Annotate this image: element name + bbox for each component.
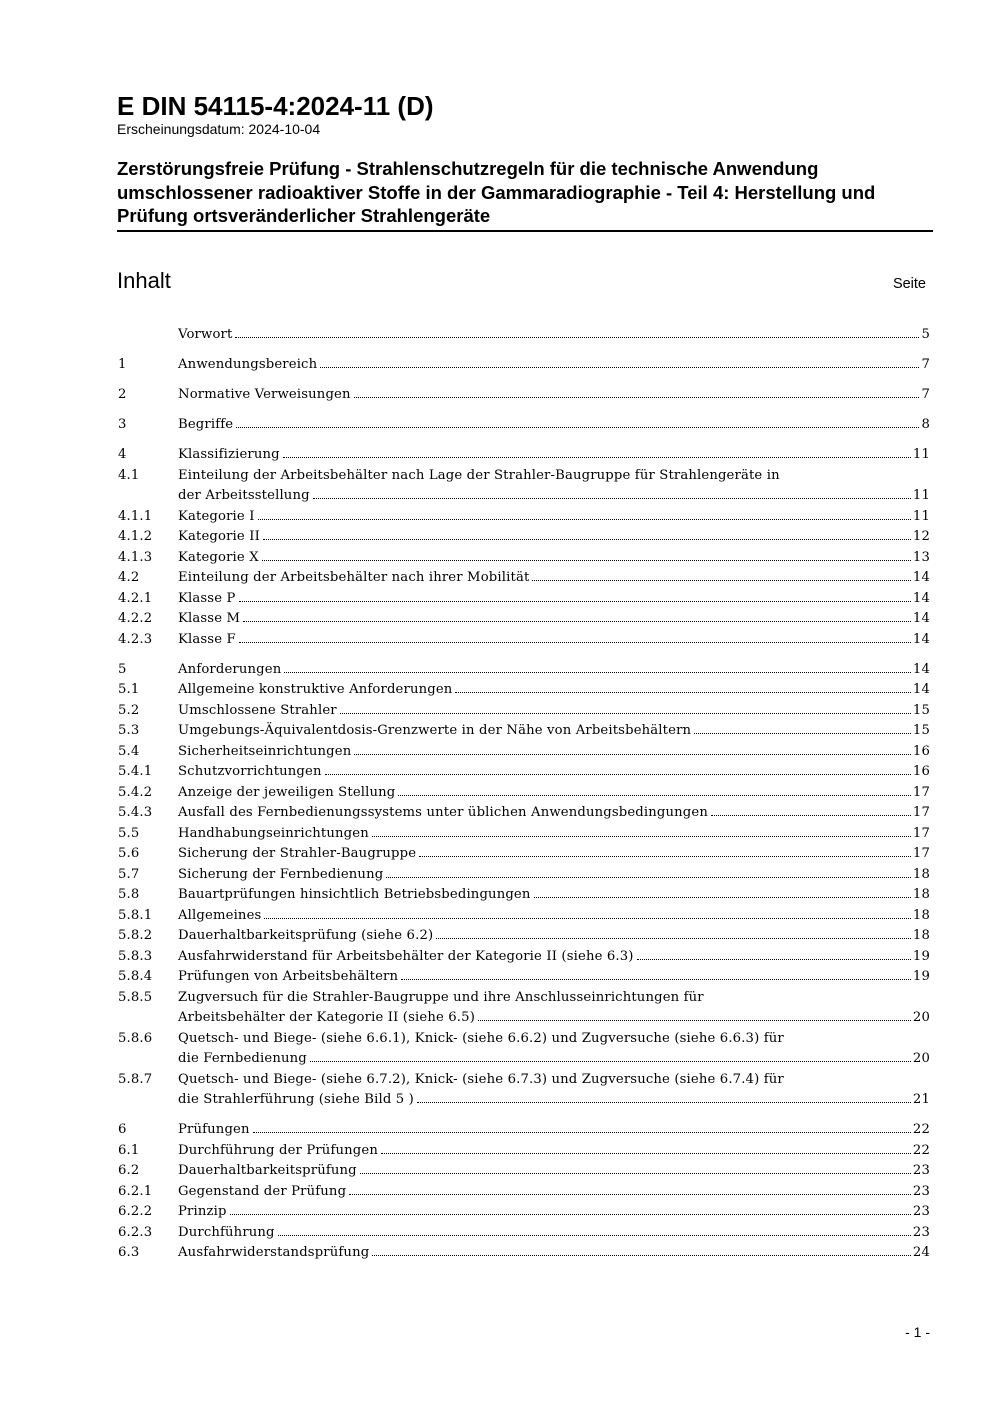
toc-entry[interactable] — [118, 1243, 930, 1264]
toc-entry-number: 6.2 — [118, 1163, 140, 1178]
toc-entry-title: Normative Verweisungen — [178, 387, 351, 402]
toc-entry-title: Allgemeine konstruktive Anforderungen — [178, 682, 453, 697]
toc-entry-number: 5.8.3 — [118, 948, 153, 964]
toc-entry-page: 5 — [921, 327, 930, 342]
toc-entry-page: 16 — [912, 743, 930, 759]
toc-entry-number: 5.3 — [118, 723, 140, 738]
toc-entry[interactable] — [118, 445, 930, 466]
toc-entry[interactable] — [118, 355, 930, 376]
toc-leader-dots — [258, 519, 911, 520]
toc-entry[interactable] — [118, 701, 930, 722]
toc-entry[interactable] — [118, 1141, 930, 1162]
toc-entry-title: Prüfungen — [178, 1122, 250, 1137]
toc-entry-page: 21 — [912, 1092, 930, 1107]
toc-entry-title: Zugversuch für die Strahler-Baugruppe und ihre Anschlusseinrichtungen für — [178, 989, 704, 1005]
toc-entry[interactable] — [118, 680, 930, 701]
toc-entry-page: 15 — [912, 723, 930, 738]
toc-entry-title: Einteilung der Arbeitsbehälter nach ihrer Mobilität — [178, 570, 530, 585]
toc-entry[interactable] — [118, 589, 930, 610]
toc-leader-dots — [283, 457, 911, 458]
toc-entry-number: 4.2.3 — [118, 631, 153, 647]
toc-entry-title: Vorwort — [178, 327, 233, 342]
toc-entry[interactable] — [118, 466, 930, 507]
toc-entry-page: 14 — [912, 611, 930, 626]
toc-entry-number: 5.8.4 — [118, 969, 153, 984]
toc-leader-dots — [354, 397, 920, 398]
toc-title: Inhalt — [117, 268, 171, 293]
toc-leader-dots — [263, 539, 911, 540]
toc-entry[interactable] — [118, 609, 930, 630]
toc-entry-page: 14 — [912, 661, 930, 677]
toc-entry-page: 18 — [912, 866, 930, 882]
toc-entry-page: 8 — [921, 417, 930, 432]
toc-entry[interactable] — [118, 844, 930, 865]
toc-leader-dots — [386, 877, 911, 878]
toc-leader-dots — [325, 774, 911, 775]
toc-entry-page: 17 — [912, 784, 930, 800]
toc-entry-number: 4.2 — [118, 570, 140, 585]
toc-entry-page: 23 — [912, 1204, 930, 1219]
toc-leader-dots — [419, 856, 911, 857]
toc-entry[interactable] — [118, 1120, 930, 1141]
toc-entry-number: 5.7 — [118, 866, 140, 882]
toc-leader-dots — [235, 337, 919, 338]
toc-entry-number: 4.1 — [118, 467, 140, 483]
toc-entry-title: Umschlossene Strahler — [178, 702, 337, 718]
toc-leader-dots — [313, 498, 911, 499]
toc-leader-dots — [478, 1020, 911, 1021]
toc-leader-dots — [372, 1255, 911, 1256]
toc-entry-title: Ausfahrwiderstandsprüfung — [178, 1245, 370, 1260]
table-of-contents — [118, 325, 930, 1264]
toc-entry-number: 5.4.3 — [118, 805, 153, 820]
toc-entry[interactable] — [118, 824, 930, 845]
toc-entry-title: Kategorie X — [178, 549, 259, 565]
toc-entry-page: 23 — [912, 1183, 930, 1199]
toc-leader-dots — [243, 621, 911, 622]
toc-entry-title: Sicherung der Fernbedienung — [178, 866, 384, 882]
toc-leader-dots — [381, 1153, 911, 1154]
toc-entry-number: 5.4 — [118, 743, 140, 759]
page-number: - 1 - — [905, 1324, 930, 1340]
toc-entry[interactable] — [118, 660, 930, 681]
toc-entry-number: 2 — [118, 387, 127, 402]
toc-entry[interactable] — [118, 742, 930, 763]
toc-entry-page: 17 — [912, 846, 930, 861]
toc-entry-number: 4 — [118, 447, 127, 462]
toc-entry-number: 5.2 — [118, 702, 140, 718]
toc-entry-number: 4.2.1 — [118, 590, 153, 606]
toc-entry-number: 5.8.2 — [118, 928, 153, 943]
toc-entry-number: 5.8.1 — [118, 907, 153, 923]
toc-entry[interactable] — [118, 947, 930, 968]
toc-entry-page: 14 — [912, 631, 930, 647]
toc-entry[interactable] — [118, 721, 930, 742]
toc-entry-title: Arbeitsbehälter der Kategorie II (siehe 6.5) — [178, 1010, 475, 1025]
toc-entry-page: 19 — [912, 948, 930, 964]
toc-leader-dots — [310, 1061, 911, 1062]
toc-leader-dots — [236, 427, 919, 428]
toc-entry-title: Dauerhaltbarkeitsprüfung (siehe 6.2) — [178, 928, 434, 943]
toc-leader-dots — [253, 1132, 911, 1133]
toc-entry-page: 14 — [912, 590, 930, 606]
toc-entry-title: Allgemeines — [178, 907, 262, 923]
document-id: E DIN 54115-4:2024-11 (D) — [117, 91, 434, 121]
toc-entry-title: Umgebungs-Äquivalentdosis-Grenzwerte in der Nähe von Arbeitsbehältern — [178, 723, 692, 738]
toc-entry-page: 11 — [912, 447, 930, 462]
toc-leader-dots — [239, 601, 911, 602]
toc-entry[interactable] — [118, 926, 930, 947]
toc-entry[interactable] — [118, 1161, 930, 1182]
toc-leader-dots — [436, 938, 911, 939]
toc-entry[interactable] — [118, 1202, 930, 1223]
toc-entry-number: 1 — [118, 357, 127, 372]
toc-leader-dots — [264, 918, 910, 919]
toc-entry-title: Anforderungen — [178, 661, 282, 677]
publication-date: Erscheinungsdatum: 2024-10-04 — [117, 121, 321, 137]
toc-leader-dots — [532, 580, 910, 581]
toc-entry[interactable] — [118, 415, 930, 436]
toc-entry-title: Handhabungseinrichtungen — [178, 825, 369, 841]
toc-leader-dots — [284, 672, 911, 673]
toc-entry-page: 23 — [912, 1163, 930, 1178]
document-title: Zerstörungsfreie Prüfung - Strahlenschutzregeln für die technische Anwendung umschlossener radioaktiver Stoffe in der Gammaradiographie - Teil 4: Herstellung und Prüfung ortsveränderlicher Strahlengeräte — [117, 157, 933, 232]
toc-entry-title: Dauerhaltbarkeitsprüfung — [178, 1163, 357, 1178]
toc-entry-page: 14 — [912, 682, 930, 697]
toc-entry-title: die Fernbedienung — [178, 1051, 307, 1066]
toc-page-label: Seite — [892, 276, 926, 292]
toc-leader-dots — [349, 1194, 911, 1195]
toc-entry-title: Prüfungen von Arbeitsbehältern — [178, 969, 399, 984]
toc-entry-number: 5 — [118, 661, 127, 677]
toc-entry[interactable] — [118, 988, 930, 1029]
toc-leader-dots — [534, 897, 911, 898]
toc-entry-title: die Strahlerführung (siehe Bild 5 ) — [178, 1092, 414, 1107]
toc-entry-title: Einteilung der Arbeitsbehälter nach Lage der Strahler-Baugruppe für Strahlengeräte in — [178, 467, 780, 483]
toc-leader-dots — [239, 642, 911, 643]
toc-entry-title: Anzeige der jeweiligen Stellung — [178, 784, 396, 800]
toc-entry-page: 18 — [912, 887, 930, 902]
toc-entry-title: Kategorie I — [178, 508, 255, 524]
toc-leader-dots — [340, 713, 911, 714]
toc-entry-number: 6.3 — [118, 1245, 140, 1260]
toc-leader-dots — [401, 979, 911, 980]
toc-entry-number: 5.8.5 — [118, 989, 153, 1005]
toc-entry[interactable] — [118, 385, 930, 406]
toc-entry-title: Sicherheitseinrichtungen — [178, 743, 352, 759]
toc-entry-title: Ausfall des Fernbedienungssystems unter üblichen Anwendungsbedingungen — [178, 805, 708, 820]
toc-entry-page: 22 — [912, 1142, 930, 1158]
toc-entry-number: 5.4.1 — [118, 764, 153, 779]
toc-entry-page: 7 — [921, 387, 930, 402]
toc-leader-dots — [262, 560, 911, 561]
toc-entry-title: Durchführung der Prüfungen — [178, 1142, 378, 1158]
toc-entry-number: 5.8 — [118, 887, 140, 902]
toc-leader-dots — [372, 836, 911, 837]
toc-entry-page: 17 — [912, 805, 930, 820]
toc-entry-page: 24 — [912, 1245, 930, 1260]
toc-entry-title: Quetsch- und Biege- (siehe 6.7.2), Knick- (siehe 6.7.3) und Zugversuche (siehe 6.7.4) für — [178, 1071, 784, 1087]
toc-entry[interactable] — [118, 1182, 930, 1203]
toc-entry[interactable] — [118, 783, 930, 804]
toc-entry-number: 6.1 — [118, 1142, 140, 1158]
toc-heading — [117, 268, 926, 294]
toc-entry-page: 11 — [912, 488, 930, 503]
toc-entry[interactable] — [118, 762, 930, 783]
toc-entry-page: 23 — [912, 1224, 930, 1240]
toc-entry[interactable] — [118, 527, 930, 548]
toc-entry-title: der Arbeitsstellung — [178, 488, 310, 503]
toc-entry[interactable] — [118, 548, 930, 569]
toc-entry[interactable] — [118, 885, 930, 906]
toc-entry[interactable] — [118, 1223, 930, 1244]
toc-entry-page: 17 — [912, 825, 930, 841]
toc-entry-number: 4.1.2 — [118, 529, 153, 544]
toc-entry-title: Schutzvorrichtungen — [178, 764, 322, 779]
toc-entry-page: 18 — [912, 907, 930, 923]
toc-entry-number: 3 — [118, 417, 127, 432]
toc-entry[interactable] — [118, 906, 930, 927]
toc-entry-page: 11 — [912, 508, 930, 524]
toc-entry-page: 15 — [912, 702, 930, 718]
toc-entry-title: Ausfahrwiderstand für Arbeitsbehälter der Kategorie II (siehe 6.3) — [178, 948, 634, 964]
toc-entry[interactable] — [118, 865, 930, 886]
toc-entry-page: 20 — [912, 1010, 930, 1025]
toc-entry-number: 6 — [118, 1122, 127, 1137]
toc-entry-title: Anwendungsbereich — [178, 357, 318, 372]
toc-entry[interactable] — [118, 1070, 930, 1111]
toc-entry-title: Kategorie II — [178, 529, 260, 544]
toc-entry-page: 18 — [912, 928, 930, 943]
toc-entry-number: 4.2.2 — [118, 611, 153, 626]
toc-entry[interactable] — [118, 1029, 930, 1070]
toc-leader-dots — [360, 1173, 911, 1174]
toc-entry[interactable] — [118, 967, 930, 988]
toc-entry-title: Klassifizierung — [178, 447, 280, 462]
toc-entry-title: Begriffe — [178, 417, 234, 432]
toc-entry-number: 6.2.2 — [118, 1204, 153, 1219]
toc-entry-title: Klasse P — [178, 590, 236, 606]
toc-entry-page: 7 — [921, 357, 930, 372]
toc-entry-title: Prinzip — [178, 1204, 227, 1219]
toc-leader-dots — [320, 367, 919, 368]
toc-entry-number: 5.8.7 — [118, 1071, 153, 1087]
toc-leader-dots — [417, 1102, 911, 1103]
toc-entry-number: 5.5 — [118, 825, 140, 841]
toc-entry-number: 6.2.3 — [118, 1224, 153, 1240]
toc-entry-page: 19 — [912, 969, 930, 984]
toc-entry-number: 5.6 — [118, 846, 140, 861]
toc-leader-dots — [637, 959, 911, 960]
toc-entry-title: Bauartprüfungen hinsichtlich Betriebsbedingungen — [178, 887, 531, 902]
toc-entry-page: 14 — [912, 570, 930, 585]
toc-entry-page: 22 — [912, 1122, 930, 1137]
toc-entry-page: 12 — [912, 529, 930, 544]
toc-entry-number: 5.8.6 — [118, 1030, 153, 1046]
toc-entry-title: Gegenstand der Prüfung — [178, 1183, 347, 1199]
toc-entry-number: 5.4.2 — [118, 784, 153, 800]
document-header — [117, 91, 933, 138]
toc-entry-title: Durchführung — [178, 1224, 275, 1240]
toc-entry-title: Quetsch- und Biege- (siehe 6.6.1), Knick- (siehe 6.6.2) und Zugversuche (siehe 6.6.3) für — [178, 1030, 784, 1046]
toc-entry[interactable] — [118, 803, 930, 824]
toc-leader-dots — [455, 692, 910, 693]
toc-entry-page: 13 — [912, 549, 930, 565]
toc-entry-number: 6.2.1 — [118, 1183, 153, 1199]
toc-leader-dots — [398, 795, 911, 796]
toc-leader-dots — [354, 754, 911, 755]
toc-entry-page: 20 — [912, 1051, 930, 1066]
toc-entry-title: Klasse F — [178, 631, 236, 647]
toc-entry-title: Sicherung der Strahler-Baugruppe — [178, 846, 417, 861]
toc-entry[interactable] — [118, 568, 930, 589]
toc-leader-dots — [711, 815, 911, 816]
toc-entry-page: 16 — [912, 764, 930, 779]
toc-leader-dots — [694, 733, 911, 734]
toc-entry[interactable] — [118, 325, 930, 346]
toc-leader-dots — [230, 1214, 911, 1215]
toc-entry-number: 4.1.3 — [118, 549, 153, 565]
toc-entry-number: 4.1.1 — [118, 508, 153, 524]
toc-entry-title: Klasse M — [178, 611, 241, 626]
toc-entry-number: 5.1 — [118, 682, 140, 697]
toc-entry[interactable] — [118, 507, 930, 528]
toc-entry[interactable] — [118, 630, 930, 651]
toc-leader-dots — [278, 1235, 911, 1236]
